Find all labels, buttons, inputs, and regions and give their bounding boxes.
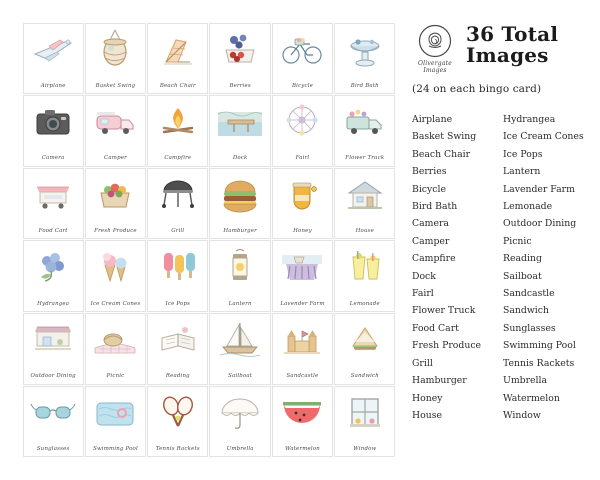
cell-caption: Berries	[229, 82, 251, 89]
grid-cell-house[interactable]	[334, 168, 395, 240]
grid-cell-window[interactable]	[334, 386, 395, 458]
list-item: Ice Pops	[503, 148, 543, 160]
cell-caption: House	[355, 228, 374, 235]
image-grid-panel	[22, 22, 396, 458]
list-item: Hydrangea	[503, 114, 556, 125]
grid-cell-sailboat[interactable]	[209, 313, 270, 385]
brand-logo	[412, 22, 458, 74]
cell-caption: Food Cart	[38, 228, 68, 235]
list-item: Ice Cream Cones	[503, 131, 584, 143]
airplane-icon	[27, 28, 79, 70]
lemonade-icon	[339, 245, 391, 287]
grid-cell-bird-bath[interactable]	[334, 23, 395, 95]
bird-bath-icon	[339, 28, 391, 70]
cell-caption: Umbrella	[226, 446, 254, 453]
lantern-icon	[214, 245, 266, 287]
cell-caption: Sailboat	[228, 373, 253, 380]
grid-cell-ice-cream-cones[interactable]	[85, 240, 146, 312]
tennis-rackets-icon	[152, 391, 204, 433]
grid-cell-fair[interactable]	[272, 95, 333, 167]
info-panel	[412, 22, 584, 458]
grid-cell-lemonade[interactable]	[334, 240, 395, 312]
heading-row	[412, 22, 584, 74]
cell-caption: Beach Chair	[159, 82, 196, 89]
sunglasses-icon	[27, 391, 79, 433]
hydrangea-icon	[27, 245, 79, 287]
grid-cell-picnic[interactable]	[85, 313, 146, 385]
list-item: Lantern	[503, 166, 541, 178]
bicycle-icon	[276, 28, 328, 70]
grid-cell-berries[interactable]	[209, 23, 270, 95]
reading-icon	[152, 318, 204, 360]
list-item: Grill	[412, 357, 433, 369]
cell-caption: Grill	[171, 228, 185, 235]
cell-caption: Bird Bath	[350, 82, 379, 89]
list-item: Airplane	[412, 114, 453, 125]
grid-cell-beach-chair[interactable]	[147, 23, 208, 95]
grid-cell-grill[interactable]	[147, 168, 208, 240]
dock-icon	[214, 100, 266, 142]
grid-cell-lantern[interactable]	[209, 240, 270, 312]
cell-caption: Flower Truck	[345, 155, 385, 162]
list-item: Sailboat	[503, 270, 542, 282]
cell-caption: Outdoor Dining	[30, 373, 76, 380]
cell-caption: Honey	[293, 228, 312, 235]
grid-cell-lavender-farm[interactable]	[272, 240, 333, 312]
grid-cell-campfire[interactable]	[147, 95, 208, 167]
outdoor-dining-icon	[27, 318, 79, 360]
image-grid	[22, 22, 396, 458]
cell-caption: Basket Swing	[95, 82, 136, 89]
cell-caption: Hydrangea	[37, 300, 70, 307]
cell-caption: Fresh Produce	[94, 228, 137, 235]
cell-caption: Reading	[165, 373, 190, 380]
cell-caption: Watermelon	[285, 446, 320, 453]
grid-cell-umbrella[interactable]	[209, 386, 270, 458]
hamburger-icon	[214, 173, 266, 215]
list-item: Dock	[412, 270, 436, 282]
cell-caption: Hamburger	[223, 228, 257, 235]
image-name-list	[412, 111, 584, 424]
grid-cell-hamburger[interactable]	[209, 168, 270, 240]
cell-caption: Swimming Pool	[93, 446, 138, 453]
grid-cell-sunglasses[interactable]	[23, 386, 84, 458]
umbrella-icon	[214, 391, 266, 433]
cell-caption: Lavender Farm	[280, 300, 325, 307]
window-icon	[339, 391, 391, 433]
camper-icon	[89, 100, 141, 142]
cell-caption: Dock	[232, 155, 248, 162]
list-item: Honey	[412, 392, 443, 404]
list-item: Fresh Produce	[412, 340, 482, 352]
grid-cell-outdoor-dining[interactable]	[23, 313, 84, 385]
list-item: Sandwich	[503, 305, 549, 317]
cell-caption: Bicycle	[291, 82, 314, 89]
cell-caption: Campfire	[164, 155, 192, 162]
list-item: Umbrella	[503, 375, 548, 387]
beach-chair-icon	[152, 28, 204, 70]
list-item: Watermelon	[503, 392, 560, 404]
cell-caption: Lantern	[228, 300, 252, 307]
brand-name: Olivergate Images	[418, 60, 452, 74]
grid-cell-hydrangea[interactable]	[23, 240, 84, 312]
cell-caption: Sunglasses	[36, 446, 70, 453]
campfire-icon	[152, 100, 204, 142]
list-item: Reading	[503, 253, 542, 265]
grid-cell-dock[interactable]	[209, 95, 270, 167]
list-item: Hamburger	[412, 375, 467, 387]
list-item: Sandcastle	[503, 288, 555, 300]
grill-icon	[152, 173, 204, 215]
list-item: Camper	[412, 235, 450, 247]
list-item: Beach Chair	[412, 148, 471, 160]
list-item: Tennis Rackets	[503, 357, 575, 369]
cell-caption: Ice Cream Cones	[90, 300, 141, 307]
list-item: Camera	[412, 218, 449, 230]
cell-caption: Sandwich	[350, 373, 379, 380]
grid-cell-airplane[interactable]	[23, 23, 84, 95]
flower-truck-icon	[339, 100, 391, 142]
honey-icon	[276, 173, 328, 215]
grid-cell-food-cart[interactable]	[23, 168, 84, 240]
grid-cell-ice-pops[interactable]	[147, 240, 208, 312]
list-item: Basket Swing	[412, 131, 477, 143]
list-item: House	[412, 409, 442, 421]
grid-cell-flower-truck[interactable]	[334, 95, 395, 167]
list-item: Berries	[412, 166, 447, 178]
grid-cell-camper[interactable]	[85, 95, 146, 167]
title-block	[466, 22, 558, 66]
camera-icon	[27, 100, 79, 142]
list-item: Picnic	[503, 235, 532, 247]
lavender-farm-icon	[276, 245, 328, 287]
cell-caption: Ice Pops	[165, 300, 191, 307]
title-line-1: 36 Total	[466, 22, 559, 46]
title-line-2: Images	[466, 43, 549, 67]
image-name-list-column-2	[503, 111, 584, 424]
cell-caption: Airplane	[40, 82, 66, 89]
list-item: Fairl	[412, 288, 434, 300]
flower-rose-logo-icon	[418, 24, 452, 58]
grid-cell-swimming-pool[interactable]	[85, 386, 146, 458]
list-item: Window	[503, 409, 541, 421]
list-item: Swimming Pool	[503, 340, 576, 352]
list-item: Sunglasses	[503, 322, 556, 334]
grid-cell-watermelon[interactable]	[272, 386, 333, 458]
basket-swing-icon	[89, 28, 141, 70]
grid-cell-tennis-rackets[interactable]	[147, 386, 208, 458]
cell-caption: Window	[353, 446, 377, 453]
sandwich-icon	[339, 318, 391, 360]
grid-cell-honey[interactable]	[272, 168, 333, 240]
swimming-pool-icon	[89, 391, 141, 433]
list-item: Campfire	[412, 253, 456, 265]
picnic-icon	[89, 318, 141, 360]
list-item: Food Cart	[412, 322, 459, 334]
fair-icon	[276, 100, 328, 142]
watermelon-icon	[276, 391, 328, 433]
list-item: Lavender Farm	[503, 183, 575, 195]
cell-caption: Fairl	[295, 155, 310, 162]
grid-cell-fresh-produce[interactable]	[85, 168, 146, 240]
grid-cell-camera[interactable]	[23, 95, 84, 167]
grid-cell-sandwich[interactable]	[334, 313, 395, 385]
subtitle: (24 on each bingo card)	[412, 83, 542, 95]
cell-caption: Camper	[104, 155, 127, 162]
house-icon	[339, 173, 391, 215]
cell-caption: Lemonade	[349, 300, 380, 307]
ice-cream-cones-icon	[89, 245, 141, 287]
cell-caption: Camera	[41, 155, 65, 162]
grid-cell-reading[interactable]	[147, 313, 208, 385]
grid-cell-bicycle[interactable]	[272, 23, 333, 95]
image-name-list-column-1	[412, 111, 493, 424]
sailboat-icon	[214, 318, 266, 360]
list-item: Lemonade	[503, 201, 553, 213]
ice-pops-icon	[152, 245, 204, 287]
cell-caption: Sandcastle	[286, 373, 319, 380]
list-item: Bicycle	[412, 183, 446, 195]
cell-caption: Tennis Rackets	[155, 446, 200, 453]
fresh-produce-icon	[89, 173, 141, 215]
food-cart-icon	[27, 173, 79, 215]
sandcastle-icon	[276, 318, 328, 360]
list-item: Outdoor Dining	[503, 218, 577, 230]
berries-icon	[214, 28, 266, 70]
grid-cell-sandcastle[interactable]	[272, 313, 333, 385]
list-item: Bird Bath	[412, 201, 458, 213]
cell-caption: Picnic	[106, 373, 125, 380]
list-item: Flower Truck	[412, 305, 476, 317]
grid-cell-basket-swing[interactable]	[85, 23, 146, 95]
